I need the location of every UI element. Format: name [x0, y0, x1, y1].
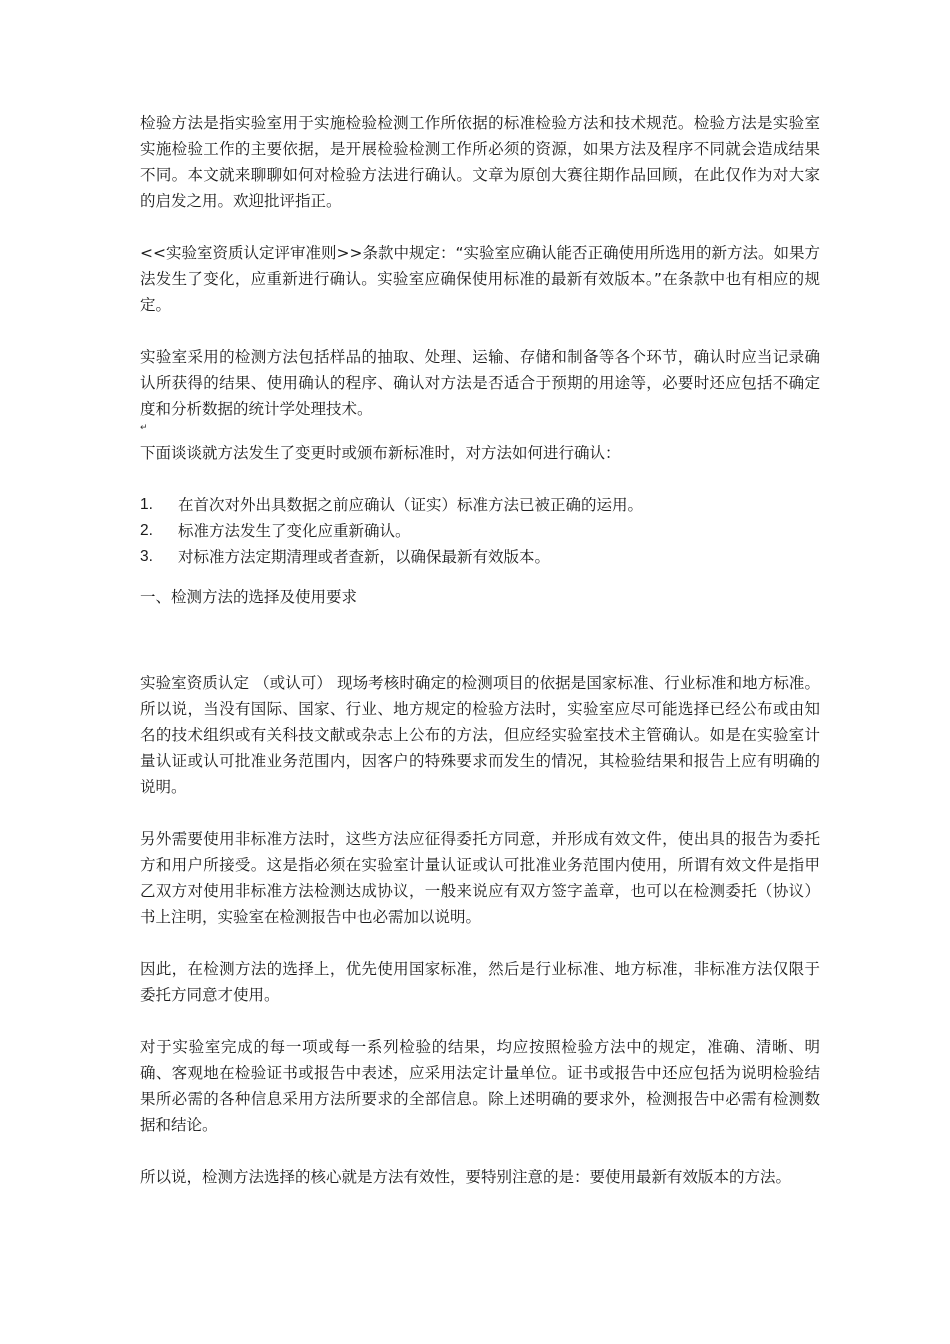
list-text: 对标准方法定期清理或者查新，以确保最新有效版本。 [178, 548, 551, 566]
conclusion-paragraph: 所以说，检测方法选择的核心就是方法有效性，要特别注意的是：要使用最新有效版本的方法。 [140, 1168, 792, 1186]
reporting-paragraph: 对于实验室完成的每一项或每一系列检验的结果，均应按照检验方法中的规定，准确、清晰、明确、客观地在检验证书或报告中表述，应采用法定计量单位。证书或报告中还应包括为说明检验结果所必需的各种信息采用方法所要求的全部信息。除上述明确的要求外，检测报告中必需有检测数据和结论。 [140, 1038, 820, 1134]
lead-in-paragraph: 下面谈谈就方法发生了变更时或颁布新标准时，对方法如何进行确认： [140, 444, 621, 462]
accreditation-paragraph: 实验室资质认定 （或认可） 现场考核时确定的检测项目的依据是国家标准、行业标准和地方标准。所以说，当没有国际、国家、行业、地方规定的检验方法时，实验室应尽可能选择已经公布或由知名的技术组织或有关科技文献或杂志上公布的方法，但应经实验室技术主管确认。如是在实验室计量认证或认可批准业务范围内，因客户的特殊要求而发生的情况，其检验结果和报告上应有明确的说明。 [140, 674, 820, 796]
scope-paragraph: 实验室采用的检测方法包括样品的抽取、处理、运输、存储和制备等各个环节，确认时应当记录确认所获得的结果、使用确认的程序、确认对方法是否适合于预期的用途等，必要时还应包括不确定度和分析数据的统计学处理技术。 [140, 348, 820, 418]
intro-paragraph: 检验方法是指实验室用于实施检验检测工作所依据的标准检验方法和技术规范。检验方法是实验室实施检验工作的主要依据，是开展检验检测工作所必须的资源，如果方法及程序不同就会造成结果不同。本文就来聊聊如何对检验方法进行确认。文章为原创大赛往期作品回顾，在此仅作为对大家的启发之用。欢迎批评指正。 [140, 114, 820, 210]
list-number: 2. [140, 522, 153, 539]
document-body [140, 110, 820, 1190]
list-item [140, 544, 820, 570]
list-item [140, 518, 820, 544]
section-heading: 一、检测方法的选择及使用要求 [140, 588, 358, 606]
priority-paragraph: 因此，在检测方法的选择上，优先使用国家标准，然后是行业标准、地方标准，非标准方法仅限于委托方同意才使用。 [140, 960, 820, 1004]
list-text: 在首次对外出具数据之前应确认（证实）标准方法已被正确的运用。 [178, 496, 644, 514]
list-item [140, 492, 820, 518]
list-number: 3. [140, 548, 153, 565]
regulation-paragraph: <<实验室资质认定评审准则>>条款中规定：“实验室应确认能否正确使用所选用的新方法。如果方法发生了变化，应重新进行确认。实验室应确保使用标准的最新有效版本。”在条款中也有相应的规定。 [140, 244, 820, 314]
non-standard-paragraph: 另外需要使用非标准方法时，这些方法应征得委托方同意，并形成有效文件，使出具的报告为委托方和用户所接受。这是指必须在实验室计量认证或认可批准业务范围内使用，所谓有效文件是指甲乙双方对使用非标准方法检测达成协议，一般来说应有双方签字盖章，也可以在检测委托（协议）书上注明，实验室在检测报告中也必需加以说明。 [140, 830, 820, 926]
paragraph-mark-icon: ↵ [140, 423, 148, 433]
list-number: 1. [140, 496, 153, 513]
confirmation-list [140, 492, 820, 570]
list-text: 标准方法发生了变化应重新确认。 [178, 522, 411, 540]
